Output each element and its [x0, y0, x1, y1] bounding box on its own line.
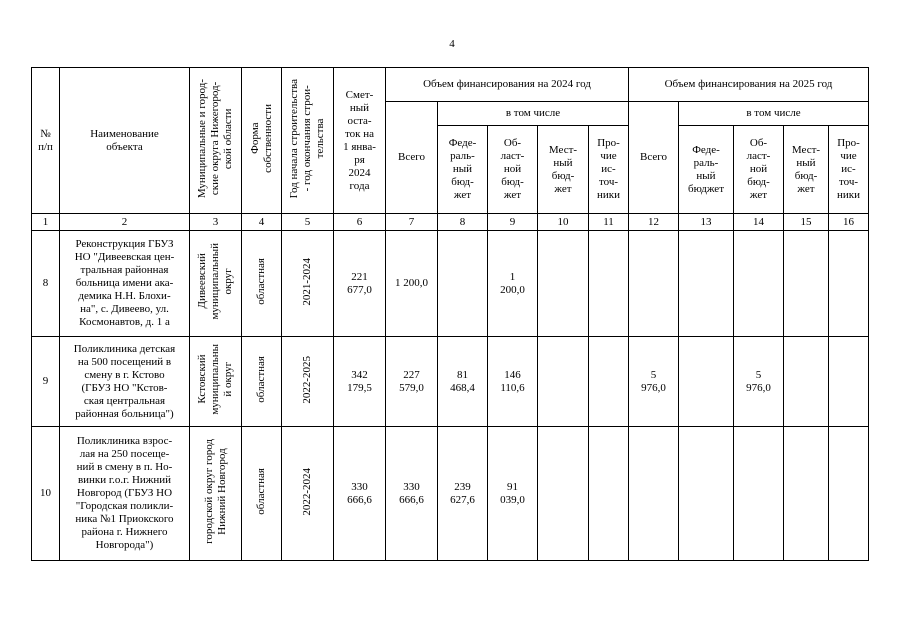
header-including-2024: в том числе: [438, 102, 629, 126]
header-including-2025: в том числе: [679, 102, 869, 126]
ownership-form: областная: [242, 427, 282, 561]
municipal-district: городской округ город Нижний Новгород: [190, 427, 242, 561]
column-number: 12: [629, 214, 679, 231]
column-number: 8: [438, 214, 488, 231]
table-row: [32, 231, 869, 337]
column-number: 9: [488, 214, 538, 231]
column-number: 3: [190, 214, 242, 231]
regional-2024: 146 110,6: [488, 337, 538, 427]
total-2025: 5 976,0: [629, 337, 679, 427]
header-loc-2024: Мест- ный бюд- жет: [538, 126, 589, 214]
object-name: Поликлиника детская на 500 посещений в смену в г. Кстово (ГБУЗ НО "Кстов- ская центральная районная больница"): [60, 337, 190, 427]
total-2024: 1 200,0: [386, 231, 438, 337]
regional-2025: [734, 427, 784, 561]
estimate-balance: 342 179,5: [334, 337, 386, 427]
table-row: [32, 427, 869, 561]
ownership-form: областная: [242, 231, 282, 337]
other-2024: [589, 337, 629, 427]
column-number-row: [32, 214, 869, 231]
header-row-1: [32, 68, 869, 102]
header-fed-2024: Феде- раль- ный бюд- жет: [438, 126, 488, 214]
header-num: № п/п: [32, 68, 60, 214]
header-reg-2025: Об- ласт- ной бюд- жет: [734, 126, 784, 214]
row-number: 9: [32, 337, 60, 427]
regional-2024: 91 039,0: [488, 427, 538, 561]
municipal-district: Кстовский муниципальны й округ: [190, 337, 242, 427]
other-2025: [829, 231, 869, 337]
column-number: 11: [589, 214, 629, 231]
object-name: Поликлиника взрос- лая на 250 посеще- ний в смену в п. Но- винки г.о.г. Нижний Новгород (ГБУЗ НО "Городская поликли- ника №1 Приокского района г. Нижнего Новгорода"): [60, 427, 190, 561]
column-number: 13: [679, 214, 734, 231]
financing-table: [31, 67, 869, 561]
column-number: 7: [386, 214, 438, 231]
header-name: Наименование объекта: [60, 68, 190, 214]
row-number: 8: [32, 231, 60, 337]
federal-2025: [679, 337, 734, 427]
header-years: Год начала строительства - год окончания строи- тельства: [282, 68, 334, 214]
column-number: 1: [32, 214, 60, 231]
total-2024: 330 666,6: [386, 427, 438, 561]
header-fed-2025: Феде- раль- ный бюджет: [679, 126, 734, 214]
other-2025: [829, 427, 869, 561]
page-number: 4: [449, 38, 455, 50]
local-2025: [784, 231, 829, 337]
local-2024: [538, 427, 589, 561]
local-2025: [784, 427, 829, 561]
regional-2024: 1 200,0: [488, 231, 538, 337]
header-estimate: Смет- ный остa- ток на 1 янва- ря 2024 года: [334, 68, 386, 214]
other-2024: [589, 427, 629, 561]
federal-2024: 81 468,4: [438, 337, 488, 427]
total-2024: 227 579,0: [386, 337, 438, 427]
other-2024: [589, 231, 629, 337]
header-reg-2024: Об- ласт- ной бюд- жет: [488, 126, 538, 214]
column-number: 4: [242, 214, 282, 231]
construction-years: 2021-2024: [282, 231, 334, 337]
regional-2025: [734, 231, 784, 337]
header-ownership: Форма собственности: [242, 68, 282, 214]
construction-years: 2022-2025: [282, 337, 334, 427]
local-2025: [784, 337, 829, 427]
estimate-balance: 221 677,0: [334, 231, 386, 337]
total-2025: [629, 231, 679, 337]
total-2025: [629, 427, 679, 561]
federal-2024: 239 627,6: [438, 427, 488, 561]
estimate-balance: 330 666,6: [334, 427, 386, 561]
header-total-2025: Всего: [629, 102, 679, 214]
header-oth-2025: Про- чие ис- точ- ники: [829, 126, 869, 214]
construction-years: 2022-2024: [282, 427, 334, 561]
header-fin-2024: Объем финансирования на 2024 год: [386, 68, 629, 102]
regional-2025: 5 976,0: [734, 337, 784, 427]
other-2025: [829, 337, 869, 427]
header-oth-2024: Про- чие ис- точ- ники: [589, 126, 629, 214]
object-name: Реконструкция ГБУЗ НО "Дивеевская цен- тральная районная больница имени ака- демика Н.Н. Блохи- на", с. Дивеево, ул. Космонавтов, д. 1 а: [60, 231, 190, 337]
column-number: 10: [538, 214, 589, 231]
header-municipal: Муниципальные и город- ские округа Нижегород- ской области: [190, 68, 242, 214]
municipal-district: Дивеевский муниципальный округ: [190, 231, 242, 337]
column-number: 16: [829, 214, 869, 231]
local-2024: [538, 231, 589, 337]
header-fin-2025: Объем финансирования на 2025 год: [629, 68, 869, 102]
header-total-2024: Всего: [386, 102, 438, 214]
column-number: 15: [784, 214, 829, 231]
row-number: 10: [32, 427, 60, 561]
ownership-form: областная: [242, 337, 282, 427]
column-number: 6: [334, 214, 386, 231]
column-number: 5: [282, 214, 334, 231]
table-row: [32, 337, 869, 427]
federal-2025: [679, 427, 734, 561]
federal-2024: [438, 231, 488, 337]
local-2024: [538, 337, 589, 427]
column-number: 14: [734, 214, 784, 231]
federal-2025: [679, 231, 734, 337]
header-loc-2025: Мест- ный бюд- жет: [784, 126, 829, 214]
column-number: 2: [60, 214, 190, 231]
